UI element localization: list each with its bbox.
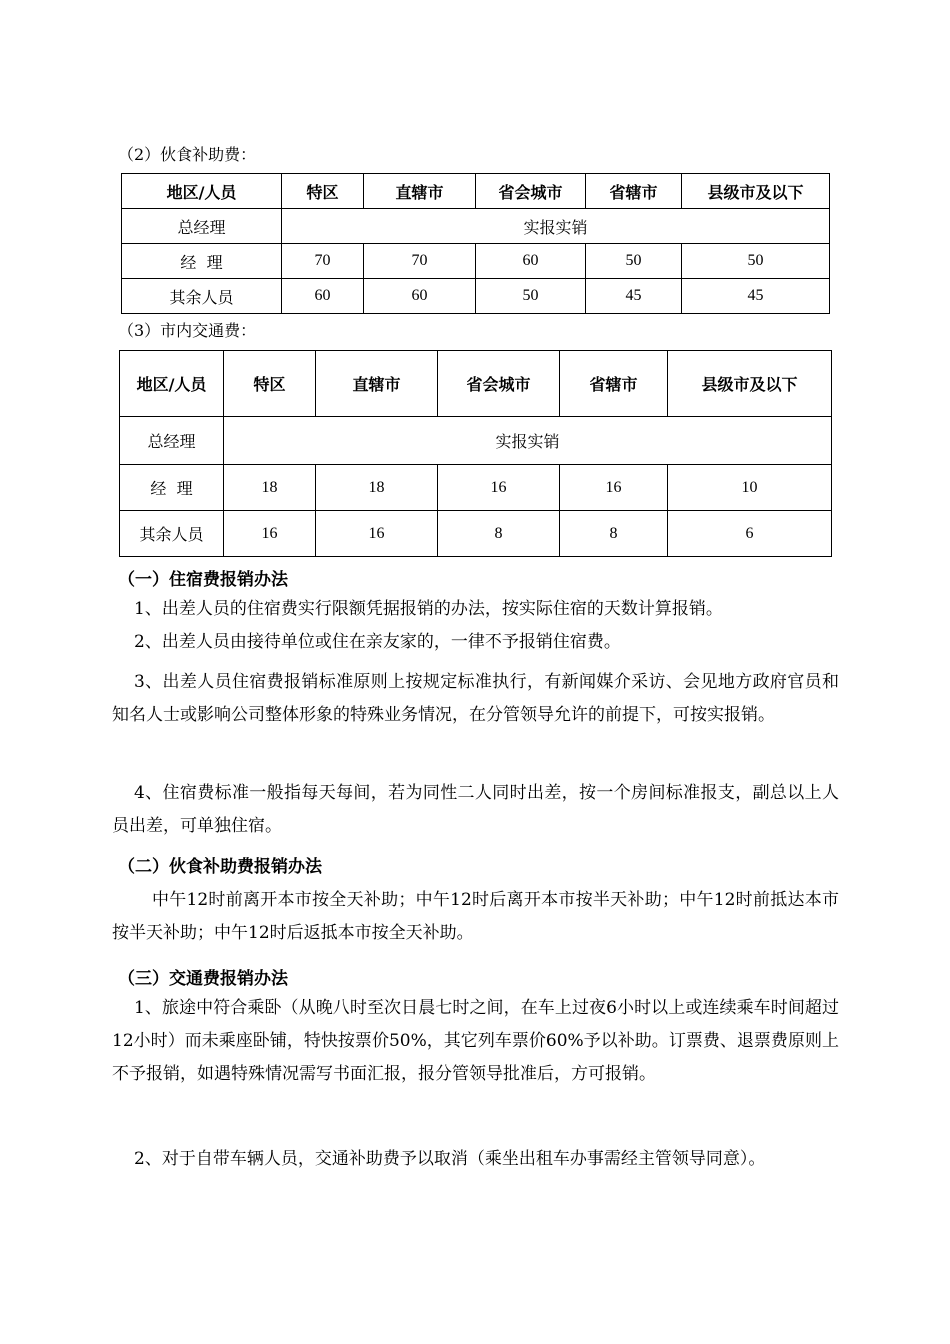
value-cell: 60 [364,279,476,314]
merged-cell: 实报实销 [282,209,830,244]
header-cell: 地区/人员 [120,351,224,417]
value-cell: 8 [438,511,560,557]
paragraph: 1、旅途中符合乘卧（从晚八时至次日晨七时之间，在车上过夜6小时以上或连续乘车时间超过12小时）而未乘座卧铺，特快按票价50%，其它列车票价60%予以补助。订票费、退票费原则上不予报销，如遇特殊情况需写书面汇报，报分管领导批准后，方可报销。 [112,998,839,1084]
header-cell: 地区/人员 [122,174,282,209]
table-row [122,244,830,279]
value-cell: 45 [682,279,830,314]
value-cell: 45 [586,279,682,314]
value-cell: 50 [476,279,586,314]
value-cell: 10 [668,465,832,511]
paragraph: 3、出差人员住宿费报销标准原则上按规定标准执行，有新闻媒介采访、会见地方政府官员和知名人士或影响公司整体形象的特殊业务情况，在分管领导允许的前提下，可按实报销。 [112,672,839,725]
header-cell: 特区 [282,174,364,209]
value-cell: 60 [282,279,364,314]
meal-subsidy-table [121,173,830,314]
transport-table [119,350,832,557]
section-heading: （三）交通费报销办法 [118,969,288,989]
role-cell: 经 理 [122,244,282,279]
paragraph: 中午12时前离开本市按全天补助；中午12时后离开本市按半天补助；中午12时前抵达本市按半天补助；中午12时后返抵本市按全天补助。 [112,890,839,943]
header-cell: 县级市及以下 [668,351,832,417]
header-cell: 省辖市 [560,351,668,417]
table-row [122,209,830,244]
table-row [120,511,832,557]
value-cell: 16 [560,465,668,511]
role-cell: 总经理 [122,209,282,244]
header-cell: 省会城市 [438,351,560,417]
value-cell: 18 [316,465,438,511]
meal-table-caption: （2）伙食补助费： [118,145,257,164]
section-heading: （一）住宿费报销办法 [118,570,288,590]
header-cell: 县级市及以下 [682,174,830,209]
value-cell: 50 [586,244,682,279]
table-header-row [122,174,830,209]
header-cell: 直辖市 [364,174,476,209]
value-cell: 16 [224,511,316,557]
value-cell: 50 [682,244,830,279]
paragraph: 4、住宿费标准一般指每天每间，若为同性二人同时出差，按一个房间标准报支，副总以上人员出差，可单独住宿。 [112,783,839,836]
header-cell: 省辖市 [586,174,682,209]
value-cell: 18 [224,465,316,511]
table-header-row [120,351,832,417]
table-row [120,417,832,465]
role-cell: 其余人员 [120,511,224,557]
role-cell: 总经理 [120,417,224,465]
role-cell: 经 理 [120,465,224,511]
value-cell: 6 [668,511,832,557]
transport-table-caption: （3）市内交通费： [118,321,257,340]
paragraph: 1、出差人员的住宿费实行限额凭据报销的办法，按实际住宿的天数计算报销。 [134,599,723,619]
value-cell: 8 [560,511,668,557]
value-cell: 60 [476,244,586,279]
role-cell: 其余人员 [122,279,282,314]
value-cell: 16 [438,465,560,511]
table-row [122,279,830,314]
header-cell: 省会城市 [476,174,586,209]
merged-cell: 实报实销 [224,417,832,465]
paragraph: 2、对于自带车辆人员，交通补助费予以取消（乘坐出租车办事需经主管领导同意）。 [134,1149,766,1169]
value-cell: 16 [316,511,438,557]
header-cell: 特区 [224,351,316,417]
section-heading: （二）伙食补助费报销办法 [118,857,322,877]
paragraph: 2、出差人员由接待单位或住在亲友家的，一律不予报销住宿费。 [134,632,621,652]
value-cell: 70 [364,244,476,279]
value-cell: 70 [282,244,364,279]
table-row [120,465,832,511]
header-cell: 直辖市 [316,351,438,417]
